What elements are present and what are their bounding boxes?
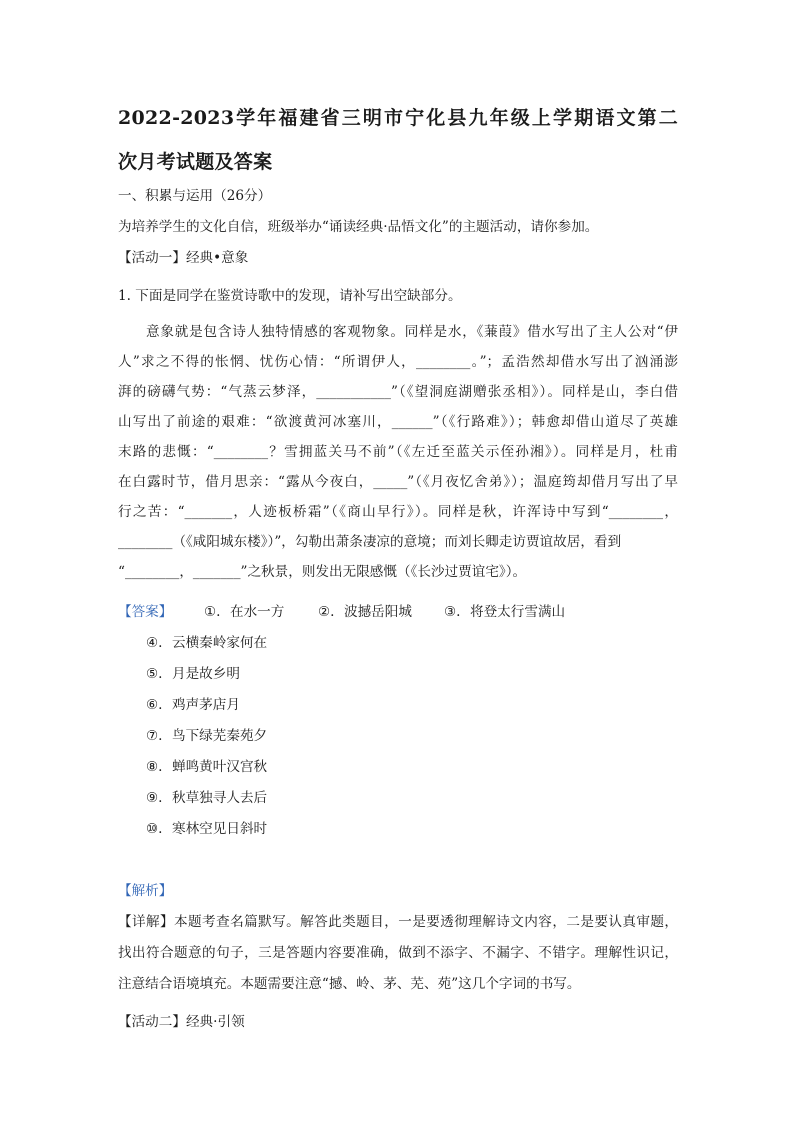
answer-item [146,695,240,715]
answer-text: 寒林空见日斜时 [172,821,268,837]
answer-text: 云横秦岭家何在 [172,635,268,651]
answer-number: ⑨. [146,790,163,806]
passage-line: 在白露时节，借月思亲：“露从今夜白，_____”（《月夜忆舍弟》）；温庭筠却借月写出了早 [118,474,678,490]
answer-item [146,819,267,839]
answer-number: ②. [318,604,335,620]
answer-item [146,633,267,653]
answer-number: ⑦. [146,728,163,744]
section-heading: 一、积累与运用（26分） [118,188,272,204]
answer-number: ③. [444,604,461,620]
answer-text: 波撼岳阳城 [344,604,412,620]
answer-text: 秋草独寻人去后 [172,790,268,806]
passage-line: 人”求之不得的怅惘、忧伤心情：“所谓伊人，________。”；孟浩然却借水写出了汹涌澎 [118,354,678,370]
answer-text: 将登太行雪满山 [470,604,566,620]
answer-text: 蝉鸣黄叶汉宫秋 [172,759,268,775]
answer-item [204,602,284,622]
detail-line: 【详解】本题考查名篇默写。解答此类题目，一是要透彻理解诗文内容，二是要认真审题， [118,914,678,930]
answer-number: ④. [146,635,163,651]
answer-number: ⑤. [146,666,163,682]
answer-number: ①. [204,604,221,620]
analysis-label: 【解析】 [118,883,173,899]
detail-line: 注意结合语境填充。本题需要注意“撼、岭、茅、芜、苑”这几个字词的书写。 [118,976,581,992]
answer-number: ⑥. [146,697,163,713]
passage-line: 山写出了前途的艰难：“欲渡黄河冰塞川，______”（《行路难》）；韩愈却借山道尽了英雄 [118,414,678,430]
answer-text: 月是故乡明 [172,666,240,682]
answer-item [146,757,267,777]
passage-line: 末路的悲慨：“________？雪拥蓝关马不前”（《左迁至蓝关示侄孙湘》）。同样是月，杜甫 [118,444,678,460]
answer-item [146,726,267,746]
document-title-line-1: 2022-2023学年福建省三明市宁化县九年级上学期语文第二 [118,107,678,129]
detail-line: 找出符合题意的句子，三是答题内容要准确，做到不添字、不漏字、不错字。理解性识记， [118,945,678,961]
answer-text: 鸡声茅店月 [172,697,240,713]
answer-item [444,602,565,622]
answer-item [146,664,240,684]
answer-number: ⑩. [146,821,163,837]
passage-line: ________（《咸阳城东楼》）”，勾勒出萧条凄凉的意境；而刘长卿走访贾谊故居，看到 [118,534,622,550]
answer-item [146,788,267,808]
answer-text: 鸟下绿芜秦苑夕 [172,728,268,744]
activity-one-heading: 【活动一】经典•意象 [118,250,249,266]
question-one-prompt: 1. 下面是同学在鉴赏诗歌中的发现，请补写出空缺部分。 [118,288,462,304]
activity-intro: 为培养学生的文化自信，班级举办“诵读经典·品悟文化”的主题活动，请你参加。 [118,219,599,235]
passage-line: 意象就是包含诗人独特情感的客观物象。同样是水，《蒹葭》借水写出了主人公对“伊 [146,324,678,340]
passage-line: 湃的磅礴气势：“气蒸云梦泽，___________”（《望洞庭湖赠张丞相》）。同样是山，李白借 [118,384,678,400]
answer-number: ⑧. [146,759,163,775]
activity-two-heading: 【活动二】经典·引领 [118,1014,245,1030]
answer-item [318,602,412,622]
passage-line: 行之苦：“_______，人迹板桥霜”（《商山早行》）。同样是秋，许浑诗中写到“________， [118,504,678,520]
answer-label: 【答案】 [118,604,173,620]
passage-line: “________，_______”之秋景，则发出无限感慨（《长沙过贾谊宅》）。 [118,564,527,580]
document-title-line-2: 次月考试题及答案 [118,151,273,173]
answer-text: 在水一方 [230,604,285,620]
